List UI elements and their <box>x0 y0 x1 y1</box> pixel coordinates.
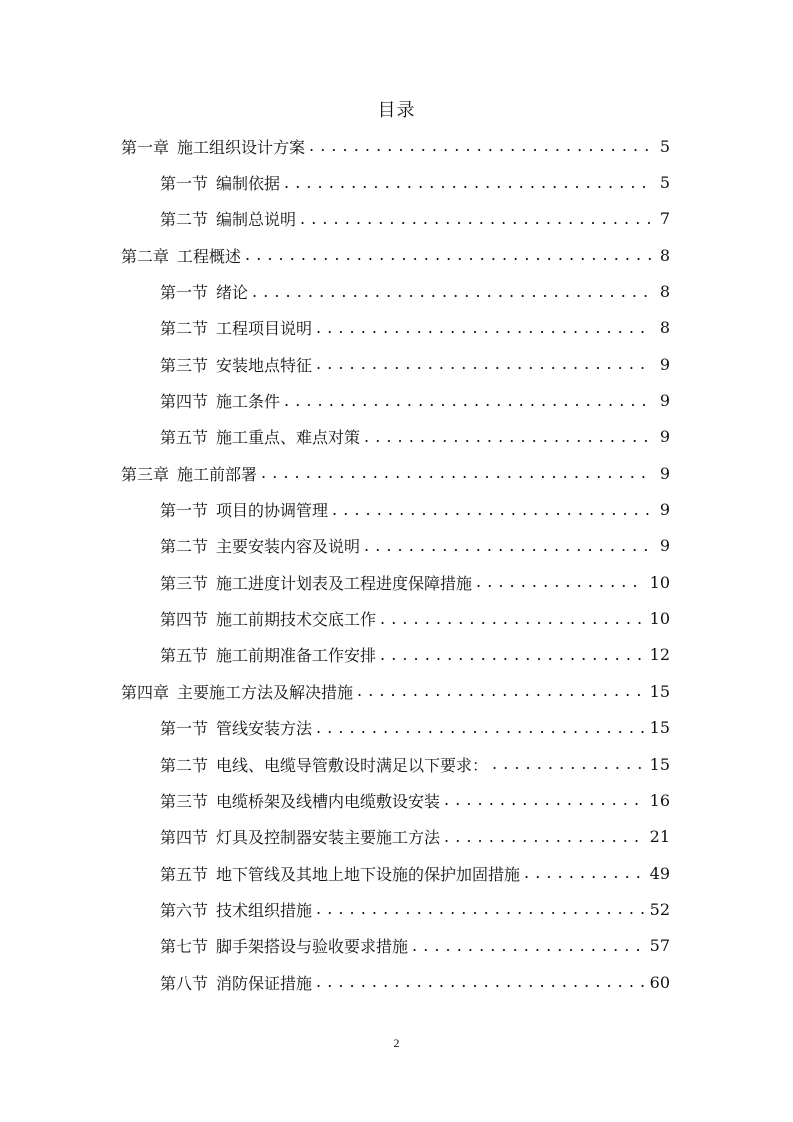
toc-entry-label <box>121 462 257 485</box>
toc-section-entry[interactable] <box>121 855 670 891</box>
toc-entry-page: 15 <box>649 718 670 738</box>
toc-section-entry[interactable] <box>121 273 670 309</box>
toc-dot-leader <box>316 719 644 737</box>
toc-entry-label <box>160 534 360 557</box>
toc-entry-label <box>160 898 312 921</box>
toc-entry-page: 9 <box>659 536 670 556</box>
toc-entry-page: 10 <box>649 609 670 629</box>
toc-entry-page: 16 <box>649 790 670 810</box>
toc-entry-title: 消防保证措施 <box>216 973 313 993</box>
toc-entry-title: 脚手架搭设与验收要求措施 <box>216 937 409 957</box>
toc-entry-number: 第四节 <box>160 828 209 848</box>
toc-entry-page: 8 <box>659 318 670 338</box>
toc-section-entry[interactable] <box>121 819 670 855</box>
toc-section-entry[interactable] <box>121 346 670 382</box>
toc-entry-label <box>121 244 241 267</box>
toc-dot-leader <box>245 246 652 264</box>
toc-entry-number: 第一节 <box>160 174 209 194</box>
toc-section-entry[interactable] <box>121 310 670 346</box>
toc-entry-label <box>160 825 440 848</box>
toc-dot-leader <box>524 864 644 882</box>
toc-entry-title: 项目的协调管理 <box>216 501 329 521</box>
toc-chapter-entry[interactable] <box>121 128 670 164</box>
toc-entry-page: 7 <box>659 209 670 229</box>
toc-entry-page: 9 <box>659 354 670 374</box>
toc-entry-number: 第四章 <box>121 682 170 702</box>
toc-entry-page: 5 <box>659 136 670 156</box>
toc-entry-title: 工程项目说明 <box>216 319 313 339</box>
toc-entry-label <box>160 643 376 666</box>
toc-dot-leader <box>261 464 652 482</box>
toc-dot-leader <box>476 573 644 591</box>
toc-dot-leader <box>309 137 652 155</box>
toc-entry-page: 57 <box>649 936 670 956</box>
toc-entry-page: 15 <box>649 681 670 701</box>
toc-entry-label <box>160 862 520 885</box>
toc-dot-leader <box>380 610 644 628</box>
toc-chapter-entry[interactable] <box>121 237 670 273</box>
toc-entry-label <box>160 607 376 630</box>
toc-dot-leader <box>252 283 652 301</box>
toc-section-entry[interactable] <box>121 382 670 418</box>
toc-entry-number: 第一章 <box>121 137 170 157</box>
toc-chapter-entry[interactable] <box>121 673 670 709</box>
toc-entry-number: 第四节 <box>160 610 209 630</box>
toc-section-entry[interactable] <box>121 600 670 636</box>
toc-entry-title: 绪论 <box>216 283 249 303</box>
toc-entry-title: 地下管线及其地上地下设施的保护加固措施 <box>216 864 521 884</box>
toc-entry-page: 9 <box>659 391 670 411</box>
toc-entry-number: 第五节 <box>160 864 209 884</box>
toc-entry-number: 第三节 <box>160 355 209 375</box>
page-number: 2 <box>393 1036 400 1050</box>
toc-entry-number: 第五节 <box>160 428 209 448</box>
toc-entry-title: 电缆桥架及线槽内电缆敷设安装 <box>216 791 441 811</box>
toc-entry-label <box>160 425 360 448</box>
toc-section-entry[interactable] <box>121 891 670 927</box>
toc-dot-leader <box>380 646 644 664</box>
toc-entry-title: 主要施工方法及解决措施 <box>177 682 354 702</box>
toc-section-entry[interactable] <box>121 164 670 200</box>
toc-entry-number: 第二节 <box>160 537 209 557</box>
toc-entry-page: 15 <box>649 754 670 774</box>
toc-entry-number: 第三节 <box>160 791 209 811</box>
toc-entry-title: 施工重点、难点对策 <box>216 428 361 448</box>
toc-dot-leader <box>332 501 652 519</box>
toc-entry-page: 8 <box>659 245 670 265</box>
toc-entry-number: 第七节 <box>160 937 209 957</box>
toc-dot-leader <box>316 973 644 991</box>
toc-entry-label <box>160 571 472 594</box>
toc-entry-label <box>160 753 488 776</box>
toc-dot-leader <box>316 355 652 373</box>
toc-section-entry[interactable] <box>121 782 670 818</box>
toc-entry-page: 49 <box>649 863 670 883</box>
toc-entry-label <box>160 389 280 412</box>
toc-entry-number: 第二节 <box>160 210 209 230</box>
toc-entry-title: 工程概述 <box>177 246 242 266</box>
toc-entry-number: 第八节 <box>160 973 209 993</box>
toc-dot-leader <box>364 537 652 555</box>
toc-entry-page: 9 <box>659 500 670 520</box>
toc-entry-label <box>160 971 312 994</box>
toc-entry-title: 管线安装方法 <box>216 719 313 739</box>
toc-entry-label <box>160 207 296 230</box>
toc-entry-page: 10 <box>649 572 670 592</box>
toc-entry-title: 编制依据 <box>216 174 281 194</box>
toc-entry-title: 电线、电缆导管敷设时满足以下要求： <box>216 755 489 775</box>
toc-entry-number: 第二章 <box>121 246 170 266</box>
toc-entry-page: 9 <box>659 427 670 447</box>
toc-entry-label <box>121 680 353 703</box>
toc-section-entry[interactable] <box>121 564 670 600</box>
toc-entry-title: 主要安装内容及说明 <box>216 537 361 557</box>
toc-entry-number: 第六节 <box>160 900 209 920</box>
toc-entry-title: 施工进度计划表及工程进度保障措施 <box>216 573 473 593</box>
toc-entry-page: 60 <box>649 972 670 992</box>
toc-entry-page: 21 <box>649 827 670 847</box>
toc-entry-page: 9 <box>659 463 670 483</box>
toc-entry-title: 施工前部署 <box>177 464 258 484</box>
toc-entry-number: 第四节 <box>160 392 209 412</box>
toc-dot-leader <box>316 319 652 337</box>
toc-dot-leader <box>284 174 652 192</box>
table-of-contents <box>121 128 670 1000</box>
toc-entry-title: 施工条件 <box>216 392 281 412</box>
toc-section-entry[interactable] <box>121 928 670 964</box>
toc-entry-title: 施工前期准备工作安排 <box>216 646 377 666</box>
toc-entry-number: 第一节 <box>160 719 209 739</box>
toc-dot-leader <box>412 937 644 955</box>
toc-section-entry[interactable] <box>121 964 670 1000</box>
toc-entry-page: 5 <box>659 173 670 193</box>
toc-entry-number: 第二节 <box>160 319 209 339</box>
toc-entry-number: 第一节 <box>160 501 209 521</box>
toc-section-entry[interactable] <box>121 419 670 455</box>
toc-entry-number: 第一节 <box>160 283 209 303</box>
toc-title: 目录 <box>377 100 416 121</box>
toc-entry-label <box>160 171 280 194</box>
toc-entry-label <box>160 316 312 339</box>
toc-section-entry[interactable] <box>121 746 670 782</box>
toc-entry-label <box>121 135 305 158</box>
toc-entry-title: 施工前期技术交底工作 <box>216 610 377 630</box>
toc-entry-number: 第三节 <box>160 573 209 593</box>
toc-entry-label <box>160 280 248 303</box>
toc-section-entry[interactable] <box>121 201 670 237</box>
toc-dot-leader <box>364 428 652 446</box>
toc-entry-page: 52 <box>649 899 670 919</box>
toc-dot-leader <box>357 682 644 700</box>
toc-entry-number: 第三章 <box>121 464 170 484</box>
toc-entry-title: 灯具及控制器安装主要施工方法 <box>216 828 441 848</box>
toc-entry-label <box>160 353 312 376</box>
toc-dot-leader <box>284 392 652 410</box>
toc-entry-title: 安装地点特征 <box>216 355 313 375</box>
toc-entry-label <box>160 934 408 957</box>
toc-section-entry[interactable] <box>121 528 670 564</box>
toc-entry-page: 8 <box>659 282 670 302</box>
toc-section-entry[interactable] <box>121 491 670 527</box>
toc-dot-leader <box>316 900 644 918</box>
toc-entry-label <box>160 716 312 739</box>
toc-entry-page: 12 <box>649 645 670 665</box>
toc-entry-number: 第二节 <box>160 755 209 775</box>
toc-dot-leader <box>492 755 644 773</box>
toc-dot-leader <box>444 828 644 846</box>
toc-section-entry[interactable] <box>121 637 670 673</box>
toc-entry-title: 施工组织设计方案 <box>177 137 306 157</box>
toc-entry-label <box>160 498 328 521</box>
toc-dot-leader <box>444 791 644 809</box>
toc-entry-title: 编制总说明 <box>216 210 297 230</box>
toc-entry-title: 技术组织措施 <box>216 900 313 920</box>
toc-section-entry[interactable] <box>121 710 670 746</box>
toc-entry-number: 第五节 <box>160 646 209 666</box>
toc-chapter-entry[interactable] <box>121 455 670 491</box>
toc-dot-leader <box>300 210 652 228</box>
toc-entry-label <box>160 789 440 812</box>
